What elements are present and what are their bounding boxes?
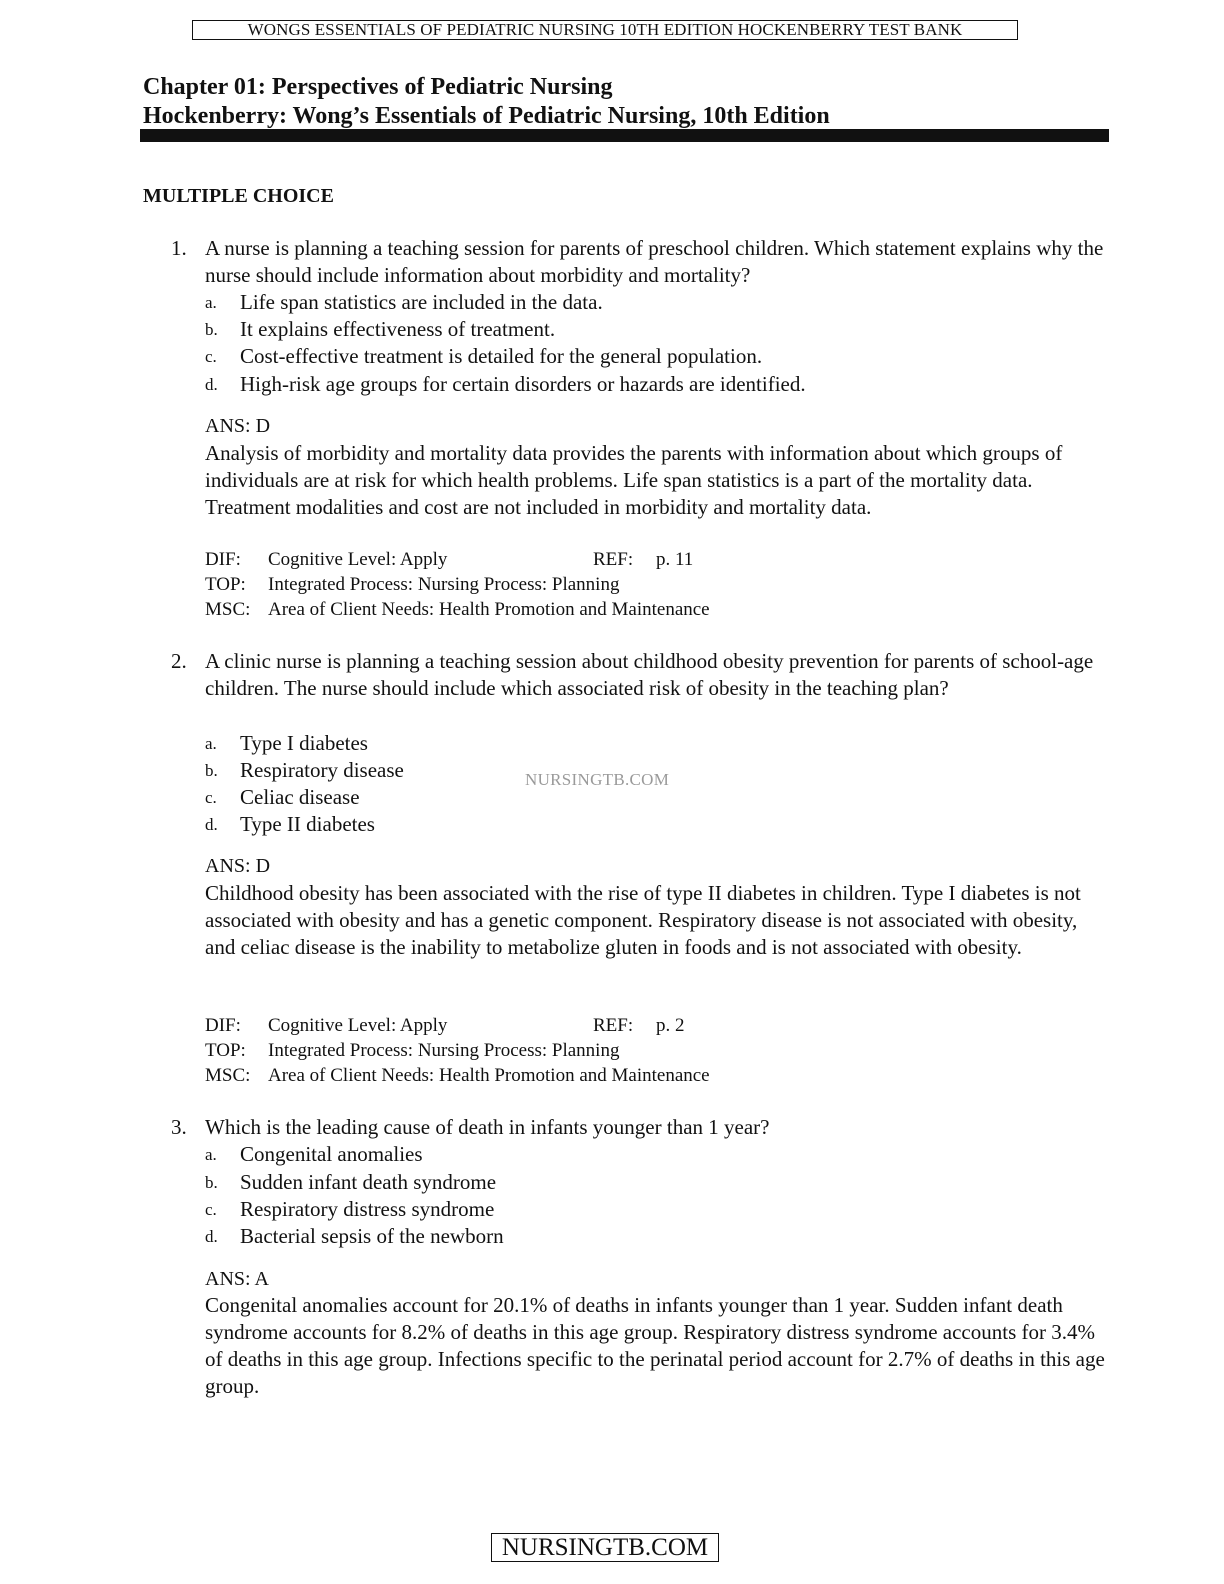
question-number: 3.	[171, 1115, 187, 1139]
option-text: Celiac disease	[240, 785, 360, 809]
header-banner: WONGS ESSENTIALS OF PEDIATRIC NURSING 10TH EDITION HOCKENBERRY TEST BANK	[192, 20, 1018, 40]
answer-key: ANS: A	[205, 1268, 269, 1290]
meta-value: p. 11	[656, 549, 694, 570]
option-letter: d.	[205, 1227, 218, 1246]
meta-label: MSC:	[205, 1065, 251, 1086]
option-text: Sudden infant death syndrome	[240, 1170, 497, 1194]
answer-key: ANS: D	[205, 855, 271, 877]
option-text: Congenital anomalies	[240, 1142, 423, 1166]
meta-label: REF:	[593, 549, 634, 570]
section-heading: MULTIPLE CHOICE	[143, 185, 334, 207]
meta-value: Cognitive Level: Apply	[268, 1015, 448, 1036]
meta-label: MSC:	[205, 599, 251, 620]
question-stem: A nurse is planning a teaching session for parents of preschool children. Which statement explains why the nurse should include information about morbidity and mortality?	[205, 236, 1104, 287]
option-text: Bacterial sepsis of the newborn	[240, 1224, 504, 1248]
meta-label: TOP:	[205, 574, 246, 595]
option-letter: a.	[205, 293, 217, 312]
option-text: Respiratory distress syndrome	[240, 1197, 495, 1221]
option-letter: b.	[205, 1173, 218, 1192]
option-letter: c.	[205, 788, 217, 807]
meta-value: Integrated Process: Nursing Process: Planning	[268, 1040, 620, 1061]
book-title: Hockenberry: Wong’s Essentials of Pediatric Nursing, 10th Edition	[143, 103, 830, 129]
option-text: It explains effectiveness of treatment.	[240, 317, 556, 341]
option-text: Respiratory disease	[240, 758, 404, 782]
meta-value: Integrated Process: Nursing Process: Planning	[268, 574, 620, 595]
meta-value: Cognitive Level: Apply	[268, 549, 448, 570]
option-letter: d.	[205, 375, 218, 394]
option-letter: b.	[205, 320, 218, 339]
meta-value: p. 2	[656, 1015, 685, 1036]
option-text: Cost-effective treatment is detailed for the general population.	[240, 344, 763, 368]
option-letter: c.	[205, 1200, 217, 1219]
chapter-title: Chapter 01: Perspectives of Pediatric Nursing	[143, 74, 613, 100]
meta-label: DIF:	[205, 1015, 241, 1036]
meta-label: REF:	[593, 1015, 634, 1036]
option-letter: d.	[205, 815, 218, 834]
option-letter: b.	[205, 761, 218, 780]
answer-key: ANS: D	[205, 415, 271, 437]
meta-label: TOP:	[205, 1040, 246, 1061]
rationale: Analysis of morbidity and mortality data provides the parents with information about which groups of individuals are at risk for which health problems. Life span statistics is a part of the mortality data. Treatment modalities and cost are not included in morbidity and mortality data.	[205, 441, 1063, 519]
option-text: Type I diabetes	[240, 731, 368, 755]
option-text: Type II diabetes	[240, 812, 375, 836]
header-rule	[140, 129, 1109, 142]
option-letter: a.	[205, 734, 217, 753]
meta-label: DIF:	[205, 549, 241, 570]
watermark: NURSINGTB.COM	[525, 770, 670, 789]
question-number: 1.	[171, 236, 187, 260]
footer-banner: NURSINGTB.COM	[491, 1533, 719, 1562]
meta-value: Area of Client Needs: Health Promotion and Maintenance	[268, 599, 710, 620]
question-stem: Which is the leading cause of death in infants younger than 1 year?	[205, 1115, 770, 1139]
question-number: 2.	[171, 649, 187, 673]
meta-value: Area of Client Needs: Health Promotion and Maintenance	[268, 1065, 710, 1086]
option-letter: a.	[205, 1145, 217, 1164]
option-letter: c.	[205, 347, 217, 366]
rationale: Childhood obesity has been associated with the rise of type II diabetes in children. Type I diabetes is not associated with obesity and has a genetic component. Respiratory disease is not associated with obesity, and celiac disease is the inability to metabolize gluten in foods and is not associated with obesity.	[205, 881, 1081, 959]
option-text: Life span statistics are included in the data.	[240, 290, 603, 314]
question-stem: A clinic nurse is planning a teaching session about childhood obesity prevention for parents of school-age children. The nurse should include which associated risk of obesity in the teaching plan?	[205, 649, 1094, 700]
option-text: High-risk age groups for certain disorders or hazards are identified.	[240, 372, 806, 396]
rationale: Congenital anomalies account for 20.1% of deaths in infants younger than 1 year. Sudden infant death syndrome accounts for 8.2% of deaths in this age group. Respiratory distress syndrome accounts for 3.4% of deaths in this age group. Infections specific to the perinatal period account for 2.7% of deaths in this age group.	[205, 1293, 1105, 1398]
